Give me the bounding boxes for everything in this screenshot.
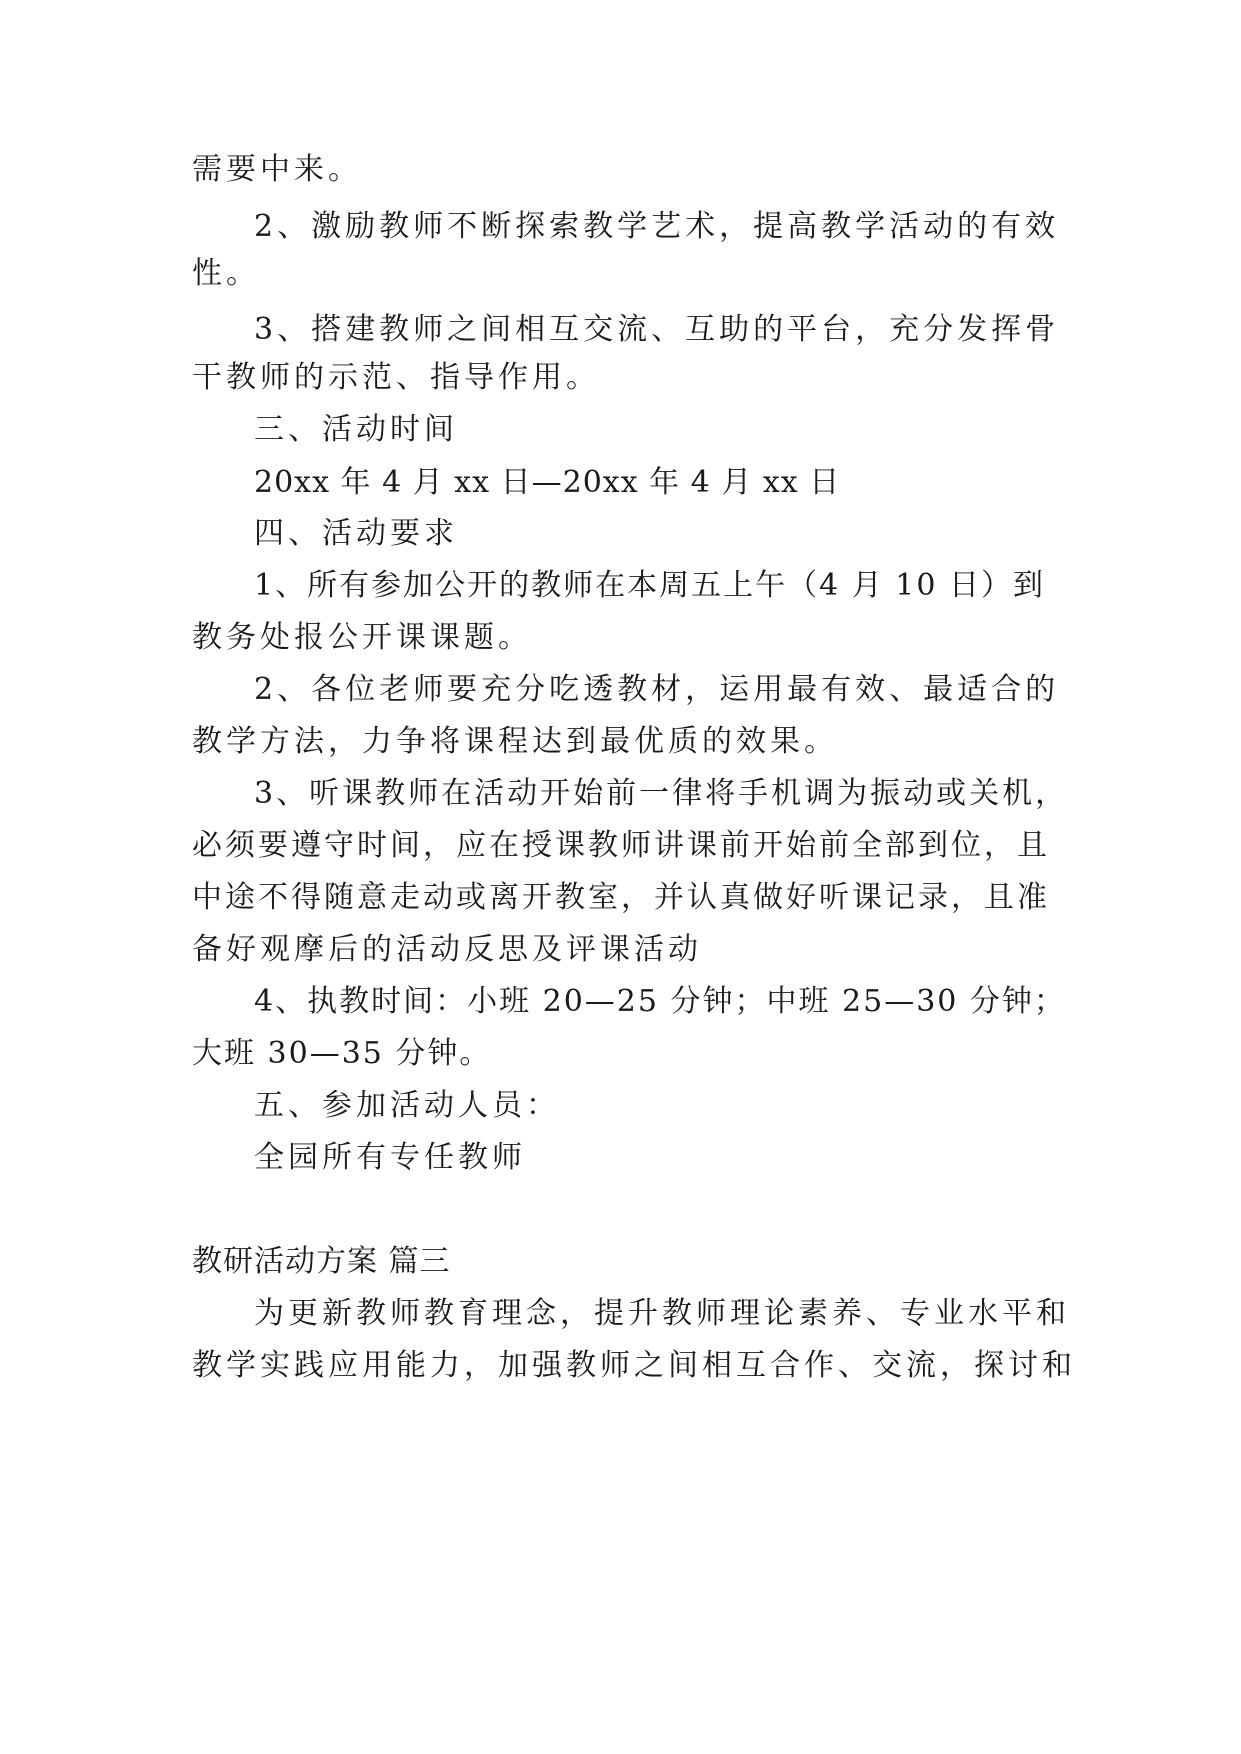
paragraph-line: 大班 30—35 分钟。 <box>192 1036 492 1071</box>
paragraph-line: 3、搭建教师之间相互交流、互助的平台，充分发挥骨 <box>254 312 1060 347</box>
paragraph-line: 为更新教师教育理念，提升教师理论素养、专业水平和 <box>254 1296 1070 1331</box>
paragraph-line: 性。 <box>192 256 260 291</box>
paragraph-line: 全园所有专任教师 <box>254 1140 526 1175</box>
paragraph-line: 中途不得随意走动或离开教室，并认真做好听课记录，且准 <box>192 880 1050 915</box>
paragraph-line: 2、各位老师要充分吃透教材，运用最有效、最适合的 <box>254 672 1060 707</box>
paragraph-line: 2、激励教师不断探索教学艺术，提高教学活动的有效 <box>254 209 1060 244</box>
paragraph-line: 必须要遵守时间，应在授课教师讲课前开始前全部到位，且 <box>192 828 1050 863</box>
article-title: 教研活动方案 篇三 <box>192 1244 451 1279</box>
section-heading: 五、参加活动人员： <box>254 1088 560 1123</box>
paragraph-line: 1、所有参加公开的教师在本周五上午（4 月 10 日）到 <box>254 568 1045 603</box>
paragraph-line: 教务处报公开课课题。 <box>192 620 532 655</box>
section-heading: 三、活动时间 <box>254 412 458 447</box>
section-heading: 四、活动要求 <box>254 516 458 551</box>
paragraph-line: 干教师的示范、指导作用。 <box>192 360 600 395</box>
paragraph-line: 4、执教时间：小班 20—25 分钟；中班 25—30 分钟； <box>254 984 1066 1019</box>
paragraph-line: 20xx 年 4 月 xx 日—20xx 年 4 月 xx 日 <box>254 465 841 500</box>
paragraph-line: 教学方法，力争将课程达到最优质的效果。 <box>192 724 838 759</box>
paragraph-line: 需要中来。 <box>192 152 362 187</box>
paragraph-line: 教学实践应用能力，加强教师之间相互合作、交流，探讨和 <box>192 1348 1076 1383</box>
paragraph-line: 备好观摩后的活动反思及评课活动 <box>192 932 702 967</box>
paragraph-line: 3、听课教师在活动开始前一律将手机调为振动或关机， <box>254 776 1069 811</box>
